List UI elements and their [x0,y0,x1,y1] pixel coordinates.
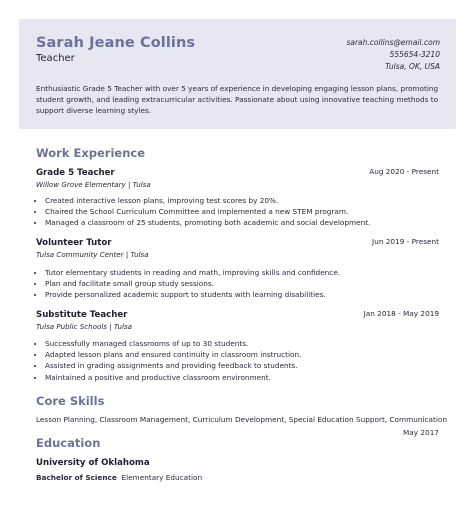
candidate-name: Sarah Jeane Collins [36,35,196,51]
bullet-item: • Successfully managed classrooms of up to 30 students. [45,338,445,349]
education-degree: Bachelor of Science [36,473,117,482]
skills-list: Lesson Planning, Classroom Management, Curriculum Development, Special Education Support, Communication [36,415,447,424]
job-title: Volunteer Tutor [36,238,112,248]
job-bullets [36,195,445,229]
contact-phone: 555654-3210 [389,50,440,59]
resume-header [19,19,456,129]
education-degree-line [36,473,202,482]
professional-summary: Enthusiastic Grade 5 Teacher with over 5 years of experience in developing engaging lesson plans, promoting student growth, and leading extracurricular activities. Passionate about using innovative teaching methods to support diverse learning styles. [36,84,439,116]
job-organization: Tulsa Public Schools | Tulsa [36,322,133,331]
bullet-item: • Assisted in grading assignments and providing feedback to students. [45,360,445,371]
bullet-item: • Chaired the School Curriculum Committee and implemented a new STEM program. [45,206,445,217]
education-date: May 2017 [403,428,439,437]
education-field: Elementary Education [121,473,203,482]
contact-block [346,37,440,73]
job-title: Substitute Teacher [36,310,128,320]
section-title-work: Work Experience [36,146,146,160]
bullet-item: • Tutor elementary students in reading and math, improving skills and confidence. [45,267,445,278]
contact-email: sarah.collins@email.com [346,38,440,47]
section-title-education: Education [36,436,101,450]
job-dates: Jun 2019 - Present [372,237,439,246]
bullet-item: • Adapted lesson plans and ensured continuity in classroom instruction. [45,349,445,360]
bullet-item: • Plan and facilitate small group study sessions. [45,278,445,289]
section-title-skills: Core Skills [36,394,105,408]
bullet-item: • Provide personalized academic support to students with learning disabilities. [45,289,445,300]
job-organization: Tulsa Community Center | Tulsa [36,250,149,259]
education-school: University of Oklahoma [36,458,150,468]
candidate-role: Teacher [36,53,75,64]
job-dates: Aug 2020 - Present [369,167,439,176]
job-organization: Willow Grove Elementary | Tulsa [36,180,151,189]
job-title: Grade 5 Teacher [36,168,115,178]
contact-location: Tulsa, OK, USA [385,62,440,71]
bullet-item: • Maintained a positive and productive classroom environment. [45,372,445,383]
bullet-item: • Managed a classroom of 25 students, promoting both academic and social development. [45,217,445,228]
job-bullets [36,267,445,301]
job-bullets [36,338,445,383]
bullet-item: • Created interactive lesson plans, improving test scores by 20%. [45,195,445,206]
job-dates: Jan 2018 - May 2019 [363,309,439,318]
